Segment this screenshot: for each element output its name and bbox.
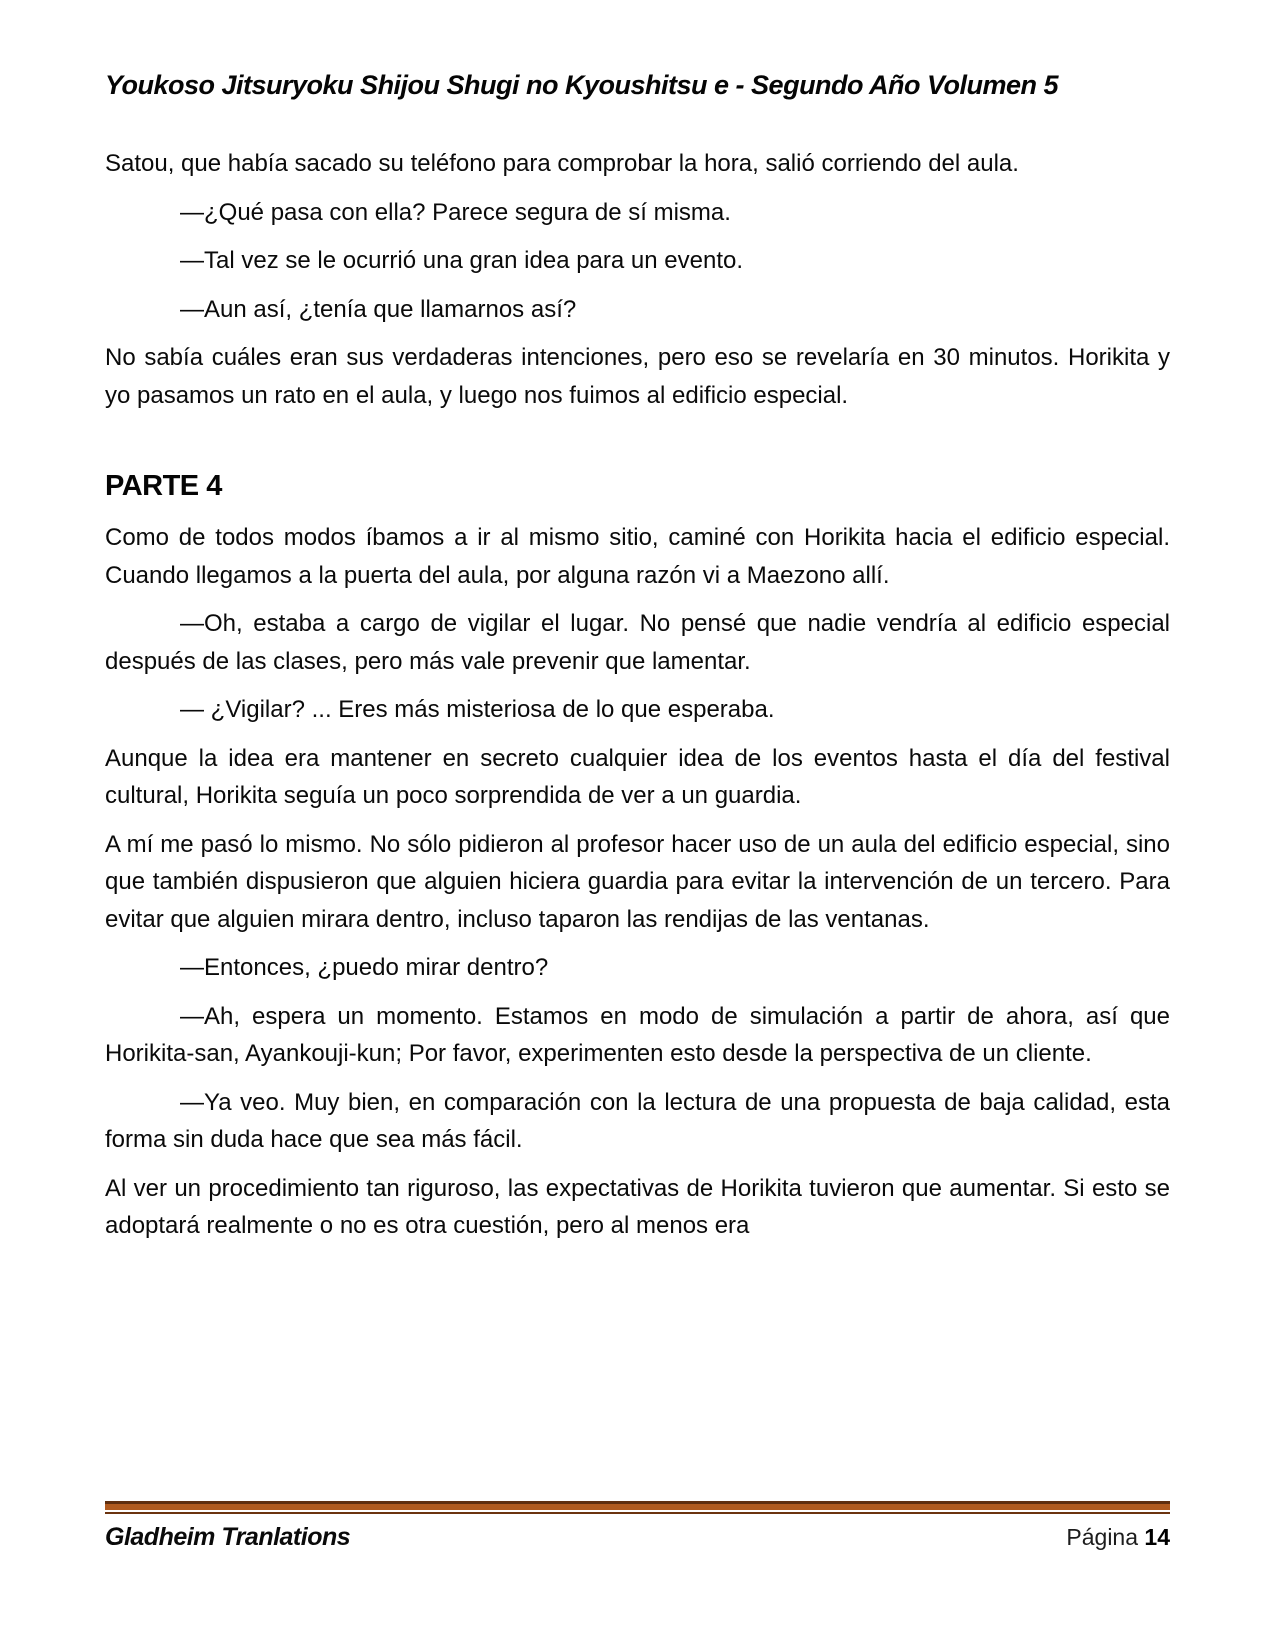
section-heading: PARTE 4 <box>105 470 222 502</box>
dialogue-line: —Entonces, ¿puedo mirar dentro? <box>180 954 549 981</box>
page-footer <box>105 1501 1170 1552</box>
page-header <box>105 70 1170 101</box>
dialogue-line: —¿Qué pasa con ella? Parece segura de sí misma. <box>180 198 731 226</box>
paragraph: Aunque la idea era mantener en secreto cualquier idea de los eventos hasta el día del festival cultural, Horikita seguía un poco sorprendida de ver a un guardia. <box>105 744 1170 809</box>
footer-page-label: Página <box>1066 1524 1139 1550</box>
dialogue-line: —Oh, estaba a cargo de vigilar el lugar. No pensé que nadie vendría al edificio especial después de las clases, pero más vale prevenir que lamentar. <box>105 610 1170 675</box>
paragraph: Satou, que había sacado su teléfono para comprobar la hora, salió corriendo del aula. <box>105 150 1019 177</box>
dialogue-line: —Aun así, ¿tenía que llamarnos así? <box>180 295 577 323</box>
footer-translator-credit: Gladheim Tranlations <box>105 1523 351 1551</box>
dialogue-line: —Ya veo. Muy bien, en comparación con la lectura de una propuesta de baja calidad, esta forma sin duda hace que sea más fácil. <box>105 1088 1170 1153</box>
document-body <box>105 145 1170 1245</box>
paragraph: No sabía cuáles eran sus verdaderas intenciones, pero eso se revelaría en 30 minutos. Horikita y yo pasamos un rato en el aula, y luego nos fuimos al edificio especial. <box>105 344 1170 409</box>
dialogue-line: — ¿Vigilar? ... Eres más misteriosa de lo que esperaba. <box>180 696 775 723</box>
dialogue-line: —Ah, espera un momento. Estamos en modo de simulación a partir de ahora, así que Horikita-san, Ayankouji-kun; Por favor, experimenten esto desde la perspectiva de un cliente. <box>105 1002 1170 1067</box>
header-title: Youkoso Jitsuryoku Shijou Shugi no Kyoushitsu e - Segundo Año Volumen 5 <box>105 70 1059 100</box>
footer-row <box>105 1523 1170 1552</box>
footer-rule <box>105 1501 1170 1514</box>
dialogue-line: —Tal vez se le ocurrió una gran idea para un evento. <box>180 247 744 274</box>
paragraph: Como de todos modos íbamos a ir al mismo sitio, caminé con Horikita hacia el edificio especial. Cuando llegamos a la puerta del aula, por alguna razón vi a Maezono allí. <box>105 524 1170 589</box>
paragraph: A mí me pasó lo mismo. No sólo pidieron al profesor hacer uso de un aula del edificio especial, sino que también dispusieron que alguien hiciera guardia para evitar la intervención de un tercero. Para evitar que alguien mirara dentro, incluso taparon las rendijas de las ventanas. <box>105 830 1170 933</box>
paragraph: Al ver un procedimiento tan riguroso, las expectativas de Horikita tuvieron que aumentar. Si esto se adoptará realmente o no es otra cuestión, pero al menos era <box>105 1174 1170 1239</box>
footer-rule-bottom-line <box>105 1512 1170 1514</box>
footer-page-number: 14 <box>1144 1524 1170 1550</box>
footer-page-indicator <box>1066 1524 1170 1551</box>
